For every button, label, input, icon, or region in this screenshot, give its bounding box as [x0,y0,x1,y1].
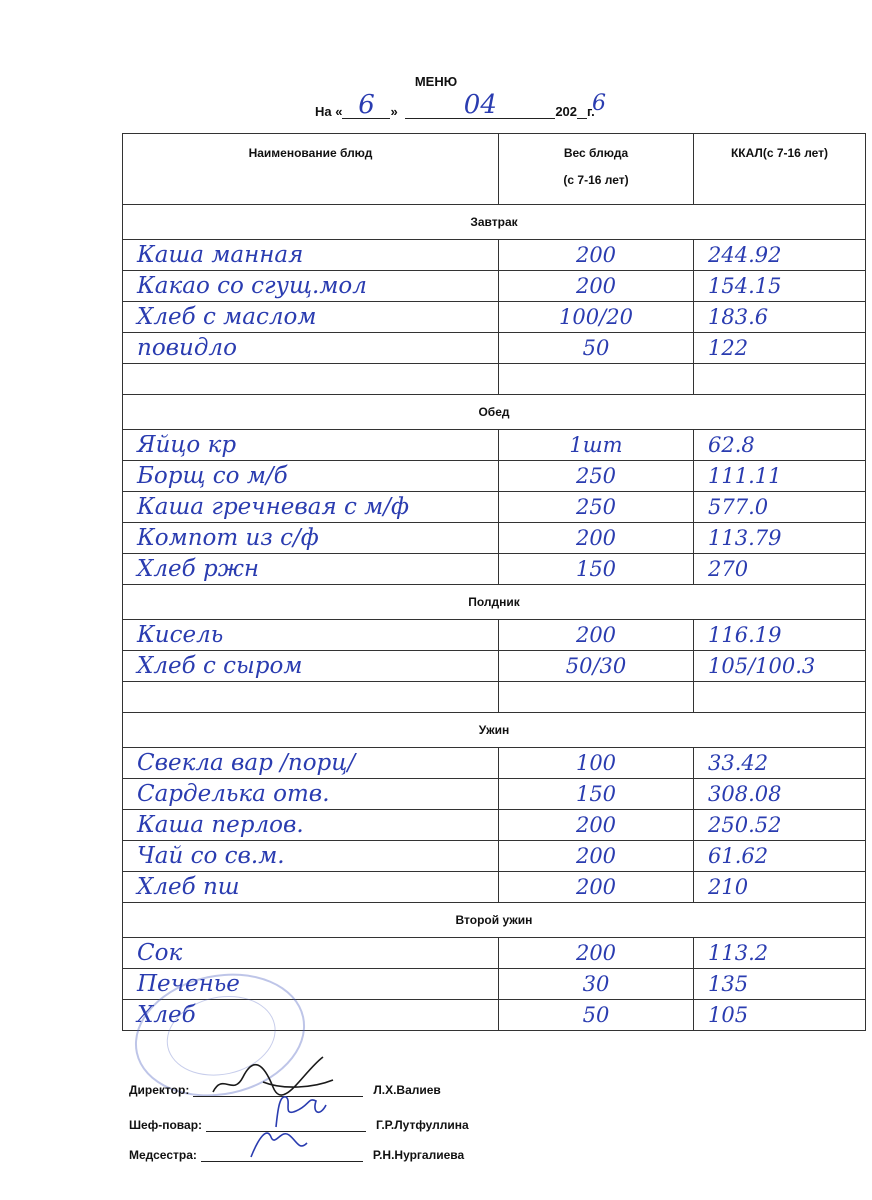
empty-row [123,682,866,713]
table-row [123,523,866,554]
date-line [315,90,595,120]
col-header-name: Наименование блюд [123,134,499,205]
dish-weight: 100/20 [499,302,694,333]
dish-kcal: 62.8 [694,430,866,461]
table-row [123,492,866,523]
dish-name: Свекла вар /порц/ [123,748,499,779]
role-label: Директор: [129,1083,190,1097]
empty-cell [694,364,866,395]
dish-kcal: 105/100.3 [694,651,866,682]
dish-name: Кисель [123,620,499,651]
dish-kcal: 577.0 [694,492,866,523]
dish-weight: 250 [499,492,694,523]
dish-kcal: 210 [694,872,866,903]
section-title: Ужин [123,713,866,748]
dish-name: Сок [123,938,499,969]
dish-kcal: 183.6 [694,302,866,333]
table-row [123,872,866,903]
dish-weight: 150 [499,779,694,810]
dish-kcal: 105 [694,1000,866,1031]
section-row [123,903,866,938]
menu-title: МЕНЮ [414,74,458,89]
table-header-row [123,134,866,205]
dish-weight: 50/30 [499,651,694,682]
table-row [123,651,866,682]
table-row [123,461,866,492]
dish-name: Хлеб [123,1000,499,1031]
dish-weight: 200 [499,271,694,302]
dish-name: Печенье [123,969,499,1000]
dish-name: Каша манная [123,240,499,271]
date-day: 6 [358,90,375,120]
table-row [123,748,866,779]
section-row [123,395,866,430]
dish-kcal: 250.52 [694,810,866,841]
table-row [123,302,866,333]
dish-name: Хлеб ржн [123,554,499,585]
dish-name: Сарделька отв. [123,779,499,810]
dish-name: Какао со сгущ.мол [123,271,499,302]
section-row [123,205,866,240]
signatory-name: Г.Р.Лутфуллина [376,1118,469,1132]
date-year-digit: 6 [592,91,606,116]
date-year: 202 [555,104,578,119]
date-month: 04 [463,90,497,120]
empty-cell [123,682,499,713]
col-header-weight: Вес блюда (с 7-16 лет) [499,134,694,205]
table-row [123,333,866,364]
section-title: Обед [123,395,866,430]
dish-kcal: 270 [694,554,866,585]
dish-kcal: 308.08 [694,779,866,810]
dish-name: повидло [123,333,499,364]
dish-kcal: 33.42 [694,748,866,779]
table-row [123,938,866,969]
section-row [123,585,866,620]
signatory-name: Р.Н.Нургалиева [372,1148,465,1162]
date-mid: » [390,104,398,119]
empty-row [123,364,866,395]
dish-name: Чай со св.м. [123,841,499,872]
dish-name: Компот из с/ф [123,523,499,554]
dish-name: Хлеб пш [123,872,499,903]
table-row [123,430,866,461]
section-title: Второй ужин [123,903,866,938]
dish-weight: 100 [499,748,694,779]
dish-name: Каша гречневая с м/ф [123,492,499,523]
table-row [123,779,866,810]
dish-name: Яйцо кр [123,430,499,461]
menu-table [122,133,866,1031]
signature-nurse-mark [211,1117,331,1167]
dish-kcal: 154.15 [694,271,866,302]
section-title: Завтрак [123,205,866,240]
role-label: Шеф-повар: [129,1118,203,1132]
dish-kcal: 244.92 [694,240,866,271]
dish-kcal: 122 [694,333,866,364]
dish-weight: 50 [499,1000,694,1031]
section-row [123,713,866,748]
dish-weight: 200 [499,841,694,872]
dish-weight: 200 [499,240,694,271]
dish-weight: 200 [499,523,694,554]
dish-kcal: 61.62 [694,841,866,872]
dish-kcal: 113.79 [694,523,866,554]
empty-cell [123,364,499,395]
dish-kcal: 111.11 [694,461,866,492]
table-row [123,620,866,651]
dish-weight: 30 [499,969,694,1000]
signatory-name: Л.Х.Валиев [373,1083,441,1097]
empty-cell [694,682,866,713]
dish-weight: 1шт [499,430,694,461]
date-year-suffix: г. [587,104,595,119]
dish-weight: 200 [499,938,694,969]
empty-cell [499,682,694,713]
signature-nurse [129,1147,464,1162]
section-title: Полдник [123,585,866,620]
table-row [123,810,866,841]
dish-weight: 200 [499,810,694,841]
empty-cell [499,364,694,395]
dish-name: Хлеб с сыром [123,651,499,682]
dish-kcal: 113.2 [694,938,866,969]
dish-name: Хлеб с маслом [123,302,499,333]
table-row [123,554,866,585]
table-row [123,240,866,271]
dish-kcal: 135 [694,969,866,1000]
date-prefix: На « [315,104,343,119]
dish-weight: 50 [499,333,694,364]
table-row [123,271,866,302]
dish-weight: 200 [499,620,694,651]
dish-kcal: 116.19 [694,620,866,651]
dish-weight: 250 [499,461,694,492]
col-header-kcal: ККАЛ(с 7-16 лет) [694,134,866,205]
table-row [123,841,866,872]
menu-table-body [123,134,866,1031]
role-label: Медсестра: [129,1148,197,1162]
dish-weight: 200 [499,872,694,903]
dish-name: Каша перлов. [123,810,499,841]
dish-name: Борщ со м/б [123,461,499,492]
dish-weight: 150 [499,554,694,585]
